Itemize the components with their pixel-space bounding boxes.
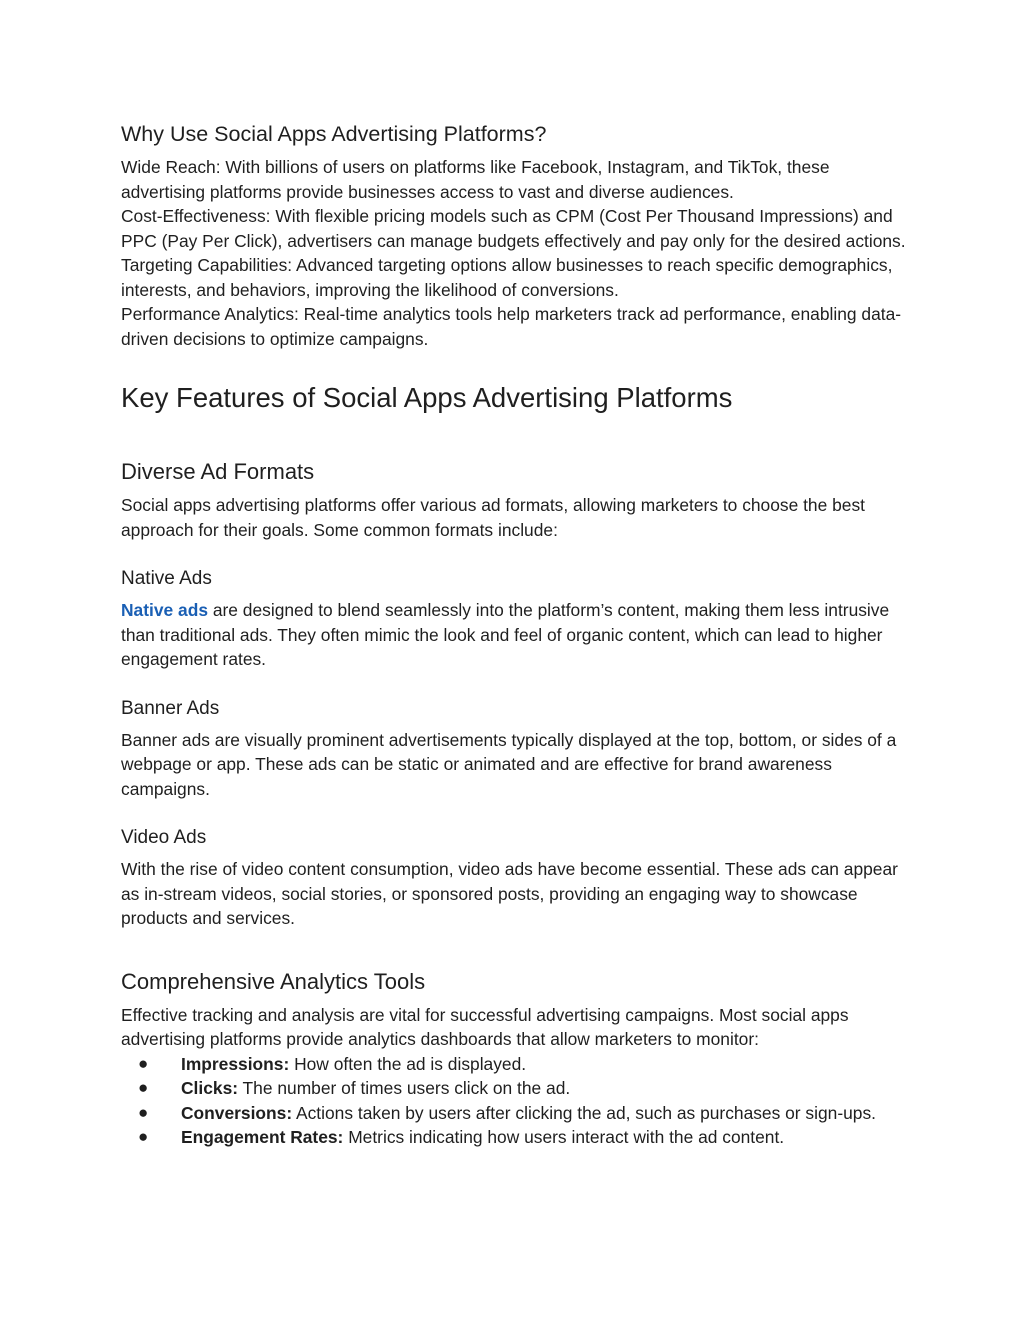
diverse-formats-intro: Social apps advertising platforms offer various ad formats, allowing marketers to choose the best approach for their goals. Some common formats include: (121, 495, 865, 540)
list-item (121, 1101, 911, 1126)
native-ads-paragraph (121, 598, 911, 672)
analytics-heading: Comprehensive Analytics Tools (121, 968, 426, 994)
document-page (121, 120, 911, 1150)
metrics-list (121, 1052, 911, 1150)
bullet-icon: ● (138, 1078, 149, 1097)
metric-desc: Actions taken by users after clicking the ad, such as purchases or sign-ups. (292, 1102, 876, 1123)
why-wide-reach: Wide Reach: With billions of users on platforms like Facebook, Instagram, and TikTok, these advertising platforms provide businesses access to vast and diverse audiences. (121, 157, 830, 202)
video-ads-heading: Video Ads (121, 827, 207, 848)
native-ads-heading: Native Ads (121, 568, 212, 589)
why-performance: Performance Analytics: Real-time analytics tools help marketers track ad performance, enabling data-driven decisions to optimize campaigns. (121, 304, 902, 349)
metric-term: Conversions: (181, 1102, 293, 1123)
banner-ads-text: Banner ads are visually prominent advertisements typically displayed at the top, bottom, or sides of a webpage or app. These ads can be static or animated and are effective for brand awareness campaigns. (121, 729, 897, 799)
list-item (121, 1052, 911, 1077)
analytics-intro: Effective tracking and analysis are vital for successful advertising campaigns. Most social apps advertising platforms provide analytics dashboards that allow marketers to monitor: (121, 1004, 849, 1049)
bullet-icon: ● (138, 1102, 149, 1122)
native-ads-text: are designed to blend seamlessly into the platform’s content, making them less intrusive than traditional ads. They often mimic the look and feel of organic content, which can lead to higher engagement rates. (121, 600, 890, 669)
bullet-icon: ● (138, 1127, 149, 1146)
list-item (121, 1125, 911, 1150)
banner-ads-heading: Banner Ads (121, 697, 220, 719)
bullet-icon: ● (138, 1053, 149, 1073)
native-ads-link[interactable]: Native ads (121, 600, 208, 620)
metric-term: Impressions: (181, 1053, 290, 1074)
metric-term: Clicks: (181, 1078, 239, 1098)
metric-term: Engagement Rates: (181, 1127, 344, 1147)
diverse-formats-heading: Diverse Ad Formats (121, 459, 315, 484)
video-ads-text: With the rise of video content consumption, video ads have become essential. These ads can appear as in-stream videos, social stories, or sponsored posts, providing an engaging way to showcase products and services. (121, 859, 898, 928)
key-features-heading: Key Features of Social Apps Advertising Platforms (121, 382, 733, 413)
why-cost-effectiveness: Cost-Effectiveness: With flexible pricing models such as CPM (Cost Per Thousand Impressions) and PPC (Pay Per Click), advertisers can manage budgets effectively and pay only for the desired actions. (121, 206, 906, 251)
why-heading: Why Use Social Apps Advertising Platforms? (121, 122, 547, 146)
list-item (121, 1076, 911, 1101)
metric-desc: The number of times users click on the ad. (238, 1078, 571, 1098)
why-targeting: Targeting Capabilities: Advanced targeting options allow businesses to reach specific demographics, interests, and behaviors, improving the likelihood of conversions. (121, 255, 893, 300)
metric-desc: How often the ad is displayed. (289, 1053, 527, 1074)
metric-desc: Metrics indicating how users interact with the ad content. (343, 1127, 785, 1147)
